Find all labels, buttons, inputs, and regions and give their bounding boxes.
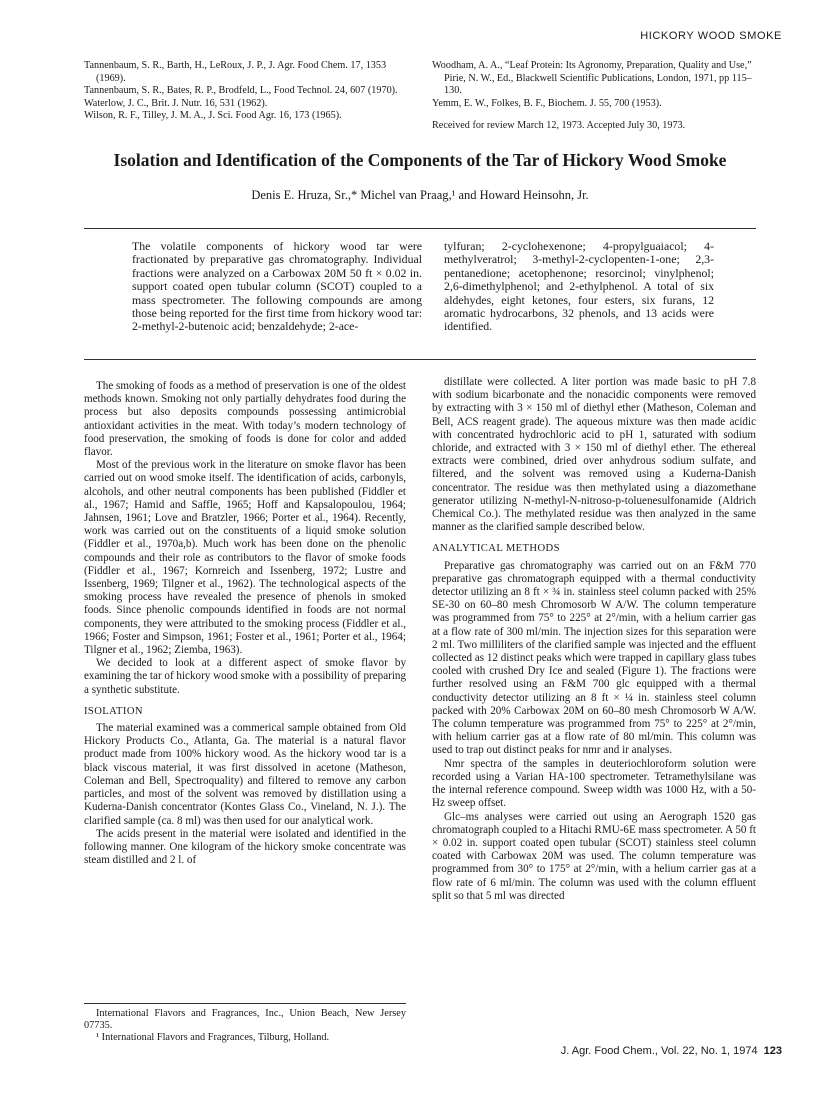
abstract-top-rule bbox=[84, 228, 756, 229]
page-number: 123 bbox=[763, 1045, 782, 1057]
received-date: Received for review March 12, 1973. Accepted July 30, 1973. bbox=[432, 120, 686, 132]
journal-citation: J. Agr. Food Chem., Vol. 22, No. 1, 1974 bbox=[560, 1045, 758, 1057]
body-paragraph: Glc–ms analyses were carried out using an Aerograph 1520 gas chromatograph coupled to a Hitachi RMU-6E mass spectrometer. A 50 ft × 0.02 in. support coated open tubular (SCOT) stainless steel column coated with Carbowax 20M was used. The column temperature was programmed from 30° to 175° at 2°/min, with a helium carrier gas at a flow rate of 6 ml/min. The column was used with the column effluent split so that 5 ml was directed bbox=[432, 810, 756, 902]
body-left-column bbox=[84, 380, 406, 867]
body-paragraph: distillate were collected. A liter portion was made basic to pH 7.8 with sodium bicarbonate and the nonacidic components were removed by extracting with 3 × 150 ml of diethyl ether (Matheson, Coleman and Bell, ACS reagent grade). The aqueous mixture was then made acidic with concentrated hydrochloric acid to pH 1, saturated with sodium chloride, and extracted with 3 × 150 ml of diethyl ether. The ethereal extracts were combined, dried over anhydrous sodium sulfate, and filtered, and the solvent was removed using a Kuderna-Danish concentrator. The residue was then methylated using a diazomethane generator utilizing N-methyl-N-nitroso-p-toluenesulfonamide (Aldrich Chemical Co.). The methylated residue was then analyzed in the same manner as the clarified sample described below. bbox=[432, 376, 756, 534]
reference-entry: Tannenbaum, S. R., Bates, R. P., Brodfeld, L., Food Technol. 24, 607 (1970). bbox=[84, 85, 398, 97]
body-paragraph: The acids present in the material were isolated and identified in the following manner. One kilogram of the hickory smoke concentrate was steam distilled and 2 l. of bbox=[84, 827, 406, 867]
abstract-right-column: tylfuran; 2-cyclohexenone; 4-propylguaiacol; 4-methylveratrol; 3-methyl-2-cyclopenten-1-one; 2,3-pentanedione; acetophenone; resorcinol; vinylphenol; 2,6-dimethylphenol; and 2-ethylphenol. A total of six aldehydes, eight ketones, four esters, six furans, 12 aromatic hydrocarbons, 32 phenols, and 13 acids were identified. bbox=[444, 239, 714, 334]
article-title: Isolation and Identification of the Components of the Tar of Hickory Wood Smoke bbox=[113, 150, 727, 170]
reference-entry: Tannenbaum, S. R., Barth, H., LeRoux, J. P., J. Agr. Food Chem. 17, 1353 (1969). bbox=[84, 60, 387, 84]
footnote-entry: International Flavors and Fragrances, Inc., Union Beach, New Jersey 07735. bbox=[84, 1008, 406, 1032]
abstract-bottom-rule bbox=[84, 359, 756, 360]
body-right-column bbox=[432, 376, 756, 903]
section-heading-analytical-methods: ANALYTICAL METHODS bbox=[432, 543, 560, 555]
reference-entry: Wilson, R. F., Tilley, J. M. A., J. Sci. Food Agr. 16, 173 (1965). bbox=[84, 110, 342, 122]
abstract-left-column: The volatile components of hickory wood tar were fractionated by preparative gas chromatography. Individual fractions were analyzed on a Carbowax 20M 50 ft × 0.02 in. support coated open tubular column (SCOT) coupled to a mass spectrometer. The following compounds are among those being reported for the first time from hickory wood tar: 2-methyl-2-butenoic acid; benzaldehyde; 2-ace- bbox=[132, 239, 422, 334]
body-paragraph: The material examined was a commerical sample obtained from Old Hickory Products Co., Atlanta, Ga. The material is a natural flavor product made from 100% hickory wood. As the hickory wood tar is a black viscous material, it was first dissolved in acetone (Matheson, Coleman and Bell, Spectroquality) and filtered to remove any carbon particles, and most of the solvent was removed by distillation using a Kuderna-Danish concentrator (Kontes Glass Co., Vineland, N. J.). The clarified sample (ca. 8 ml) was then used for our analytical work. bbox=[84, 722, 406, 827]
footnotes bbox=[84, 1003, 406, 1045]
page-footer bbox=[561, 1045, 782, 1057]
body-paragraph: Most of the previous work in the literature on smoke flavor has been carried out on wood smoke itself. The identification of acids, carbonyls, alcohols, and other neutral components has been published (Fiddler et al., 1967; Hamid and Saffle, 1965; Hoff and Kapsalopoulou, 1964; Jahnsen, 1961; Love and Bratzler, 1966; Porter et al., 1964). Recently, work was carried out on the constituents of a liquid smoke solution (Fiddler et al., 1970a,b). Much work has been done on the phenolic compounds and their role as contributors to the flavor of smoke foods (Fiddler et al., 1967; Kornreich and Issenberg, 1972; Lustre and Issenberg, 1969; Tilgner et al., 1962). The technological aspects of the smoking process have revealed the presence of phenols in smoked foods. Since phenolic compounds identified in foods are not normal components, they were attributed to the smoking process (Fiddler et al., 1966; Foster and Simpson, 1961; Foster et al., 1961; Porter et al., 1964; Tilgner et al., 1962; Ziemba, 1963). bbox=[84, 459, 406, 657]
body-paragraph: Nmr spectra of the samples in deuteriochloroform solution were recorded using a Varian HA-100 spectrometer. Tetramethylsilane was the internal reference compound. Sweep width was 1000 Hz, with a 50-Hz sweep offset. bbox=[432, 757, 756, 810]
footnote-rule bbox=[84, 1003, 406, 1004]
reference-entry: Woodham, A. A., “Leaf Protein: Its Agronomy, Preparation, Quality and Use,” Pirie, N. W., Ed., Blackwell Scientific Publications, London, 1971, pp 115–130. bbox=[432, 60, 752, 97]
reference-entry: Yemm, E. W., Folkes, B. F., Biochem. J. 55, 700 (1953). bbox=[432, 97, 662, 109]
references-left bbox=[84, 60, 404, 123]
footnote-entry: ¹ International Flavors and Fragrances, Tilburg, Holland. bbox=[96, 1032, 330, 1044]
article-authors: Denis E. Hruza, Sr.,* Michel van Praag,¹ and Howard Heinsohn, Jr. bbox=[251, 188, 589, 202]
body-paragraph: Preparative gas chromatography was carried out on an F&M 770 preparative gas chromatograph equipped with a thermal conductivity detector utilizing an 8 ft × ¾ in. stainless steel column packed with 25% SE-30 on 60–80 mesh Chromosorb W A/W. The column temperature was programmed from 75° to 225° at 2°/min, with a helium carrier gas at a flow rate of 300 ml/min. The injection sizes for this separation were 2 ml. Two milliliters of the clarified sample was injected and the effluent collected as 12 distinct peaks which were trapped in capillary glass tubes cooled with crushed Dry Ice and sealed (Figure 1). The fractions were further resolved using an F&M 700 glc equipped with a thermal conductivity detector utilizing an 8 ft × ¼ in. stainless steel column packed with 20% Carbowax 20M on 60–80 mesh Chromosorb W A/W. The column temperature was programmed from 75° to 225° at 2°/min, with helium carrier gas at a flow rate of 80 ml/min. This column was used to trap out distinct peaks for nmr and ir analyses. bbox=[432, 559, 756, 757]
reference-entry: Waterlow, J. C., Brit. J. Nutr. 16, 531 (1962). bbox=[84, 97, 268, 109]
running-head: HICKORY WOOD SMOKE bbox=[640, 30, 782, 42]
references-right bbox=[432, 60, 768, 133]
body-paragraph: We decided to look at a different aspect of smoke flavor by examining the tar of hickory wood smoke with a possibility of preparing a synthetic substitute. bbox=[84, 657, 406, 696]
section-heading-isolation: ISOLATION bbox=[84, 705, 143, 717]
body-paragraph: The smoking of foods as a method of preservation is one of the oldest methods known. Smoking not only partially dehydrates food during the process but also deposits compounds possessing antimicrobial antioxidant activities in the meat. With today’s modern technology of food preservation, the smoking of foods is done for color and added flavor. bbox=[84, 380, 406, 459]
